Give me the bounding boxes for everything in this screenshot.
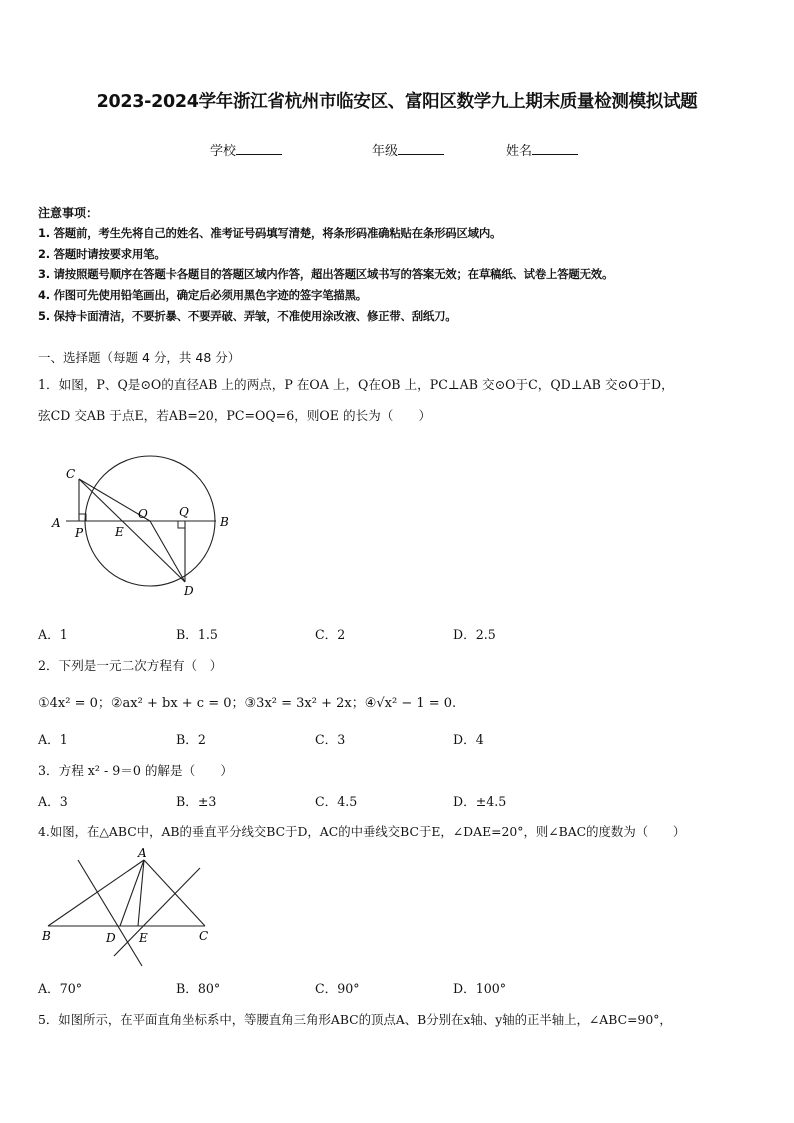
right-angle-q [178,521,185,528]
label-e: E [139,931,148,945]
q3-option-a[interactable]: A．3 [38,794,68,809]
note-item: 1. 答题前，考生先将自己的姓名、准考证号码填写清楚，将条形码准确粘贴在条形码区域内。 [38,226,502,240]
school-blank [236,142,282,155]
grade-blank [398,142,444,155]
school-label: 学校 [210,144,237,159]
segment-ae [138,860,144,926]
label-d: D [184,584,194,598]
q1-stem-line2: 弦CD 交AB 于点E，若AB=20，PC=OQ=6，则OE 的长为（ ） [38,408,432,423]
segment-od [150,521,185,582]
perpendicular-bisector-ac [114,868,200,956]
q2-equations: ①4x² = 0；②ax² + bx + c = 0；③3x² = 3x² + 2x；④√x² − 1 = 0. [38,696,457,711]
label-a: A [138,846,147,860]
q1-stem-line1: 1．如图，P、Q是⊙O的直径AB 上的两点，P 在OA 上，Q在OB 上，PC⊥AB 交⊙O于C，QD⊥AB 交⊙O于D， [38,377,674,392]
perpendicular-bisector-ab [78,860,142,966]
notes-heading: 注意事项： [38,206,99,220]
label-c: C [66,467,76,481]
q1-option-b[interactable]: B．1.5 [176,627,218,642]
label-o: O [138,507,148,521]
name-blank [532,142,578,155]
chord-cd [79,479,185,582]
note-item: 2. 答题时请按要求用笔。 [38,247,166,261]
name-label: 姓名 [506,144,533,159]
label-b: B [42,929,51,943]
q1-option-a[interactable]: A．1 [38,627,68,642]
q2-option-a[interactable]: A．1 [38,732,68,747]
q4-triangle-figure [38,846,228,970]
q2-option-b[interactable]: B．2 [176,732,206,747]
name-field [506,140,578,159]
q4-stem: 4.如图，在△ABC中，AB的垂直平分线交BC于D，AC的中垂线交BC于E，∠DAE=20°，则∠BAC的度数为（ ） [38,824,686,839]
page-title: 2023-2024学年浙江省杭州市临安区、富阳区数学九上期末质量检测模拟试题 [96,92,698,112]
q3-option-b[interactable]: B．±3 [176,794,217,809]
section-heading: 一、选择题（每题 4 分，共 48 分） [38,350,241,365]
note-item: 5. 保持卡面清洁，不要折暴、不要弄破、弄皱，不准使用涂改液、修正带、刮纸刀。 [38,309,457,323]
side-ab [48,860,144,926]
q4-option-a[interactable]: A．70° [38,981,83,996]
label-a: A [52,516,61,530]
label-q: Q [179,505,189,519]
q4-option-b[interactable]: B．80° [176,981,221,996]
label-d: D [106,931,116,945]
q3-option-d[interactable]: D．±4.5 [453,794,507,809]
q2-option-c[interactable]: C．3 [315,732,346,747]
label-p: P [75,526,84,540]
q2-option-d[interactable]: D．4 [453,732,484,747]
q1-option-c[interactable]: C．2 [315,627,346,642]
q3-option-c[interactable]: C．4.5 [315,794,358,809]
q4-option-d[interactable]: D．100° [453,981,507,996]
grade-label: 年级 [372,144,399,159]
q2-stem: 2．下列是一元二次方程有（ ） [38,658,223,673]
note-item: 4. 作图可先使用铅笔画出，确定后必须用黑色字迹的签字笔描黑。 [38,288,367,302]
q3-stem: 3．方程 x² - 9＝0 的解是（ ） [38,763,233,778]
segment-ad [120,860,144,926]
school-field [210,140,282,159]
q5-stem: 5．如图所示，在平面直角坐标系中，等腰直角三角形ABC的顶点A、B分别在x轴、y轴的正半轴上，∠ABC=90°， [38,1012,672,1027]
label-c: C [199,929,209,943]
q1-circle-figure [38,440,238,610]
label-e: E [115,525,124,539]
label-b: B [220,515,229,529]
note-item: 3. 请按照题号顺序在答题卡各题目的答题区域内作答，超出答题区域书写的答案无效；在草稿纸、试卷上答题无效。 [38,267,614,281]
q1-option-d[interactable]: D．2.5 [453,627,496,642]
grade-field [372,140,444,159]
q4-option-c[interactable]: C．90° [315,981,360,996]
